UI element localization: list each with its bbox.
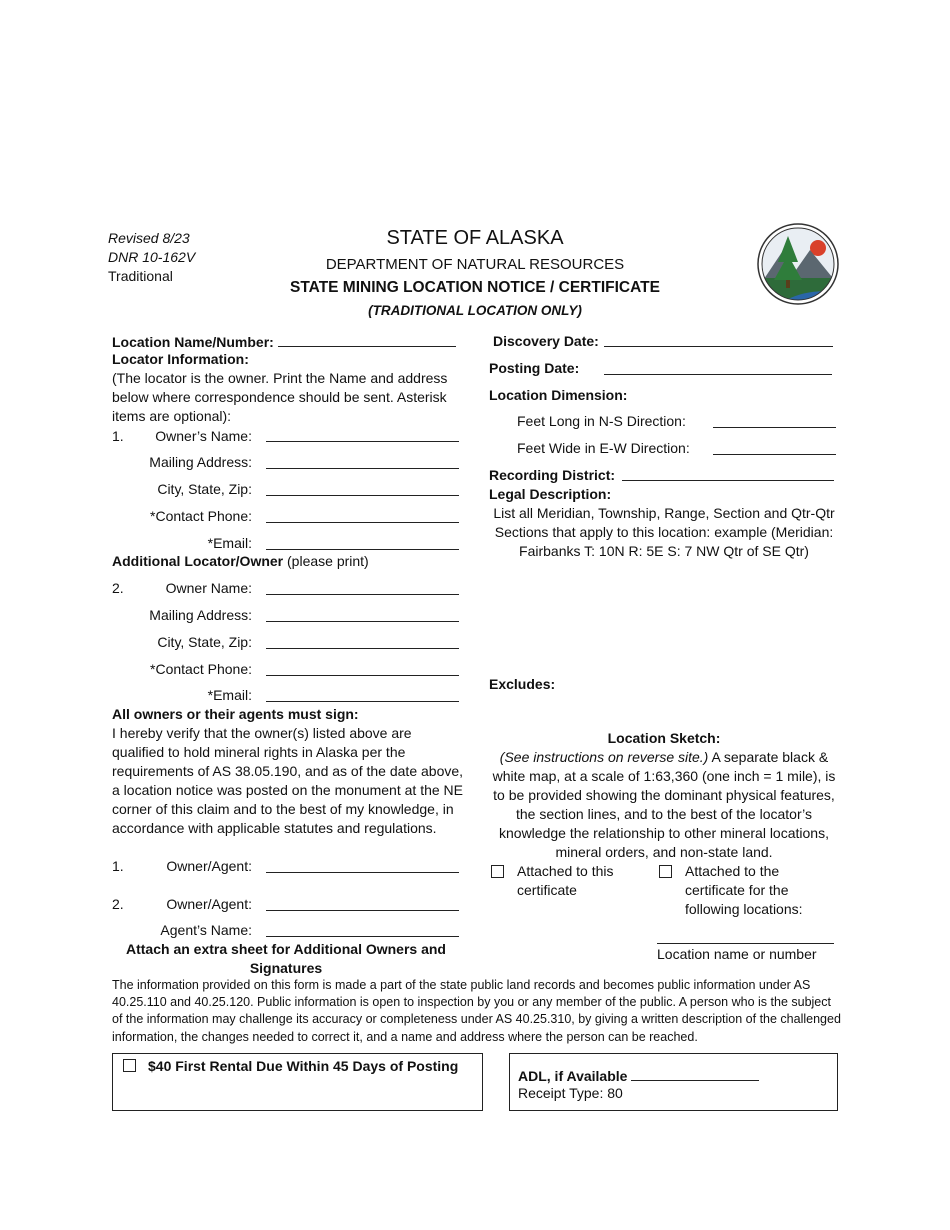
- page-subtitle: (TRADITIONAL LOCATION ONLY): [368, 303, 582, 318]
- legal-description-label: Legal Description:: [489, 486, 612, 502]
- posting-date-field[interactable]: [604, 360, 832, 375]
- agent2-number: 2.: [112, 896, 124, 912]
- feet-wide-field[interactable]: [713, 440, 836, 455]
- department-title: DEPARTMENT OF NATURAL RESOURCES: [325, 256, 625, 273]
- owner2-mailing-label: Mailing Address:: [149, 607, 252, 623]
- additional-owner-heading: [112, 553, 369, 569]
- rental-fee-label: $40 First Rental Due Within 45 Days of Posting: [148, 1058, 459, 1074]
- adl-field[interactable]: [631, 1066, 759, 1081]
- attached-certificate-label: Attached to this certificate: [517, 863, 614, 898]
- location-name-label: Location Name/Number:: [112, 334, 274, 350]
- feet-long-label: Feet Long in N-S Direction:: [517, 413, 686, 429]
- owner2-email-field[interactable]: [266, 687, 459, 702]
- owner1-name-label: Owner’s Name:: [155, 428, 252, 444]
- location-sketch-label: Location Sketch:: [607, 730, 721, 746]
- agent-name-field[interactable]: [266, 922, 459, 937]
- receipt-type: Receipt Type: 80: [518, 1085, 623, 1101]
- owner1-mailing-label: Mailing Address:: [149, 454, 252, 470]
- location-name-field[interactable]: [278, 332, 456, 347]
- state-title: STATE OF ALASKA: [386, 227, 564, 249]
- additional-owner-label: Additional Locator/Owner: [112, 553, 284, 569]
- page-title: STATE MINING LOCATION NOTICE / CERTIFICATE: [290, 279, 660, 296]
- agent1-signature-field[interactable]: [266, 858, 459, 873]
- adl-label: ADL, if Available: [518, 1068, 628, 1084]
- owner1-phone-label: *Contact Phone:: [150, 508, 252, 524]
- rental-fee-box: [112, 1053, 483, 1111]
- owner1-phone-field[interactable]: [266, 508, 459, 523]
- agent1-number: 1.: [112, 858, 124, 874]
- checkbox-icon: [491, 865, 504, 878]
- adl-box: [509, 1053, 838, 1111]
- owner2-name-label: Owner Name:: [165, 580, 252, 596]
- recording-district-label: Recording District:: [489, 467, 616, 483]
- location-name-caption: Location name or number: [657, 946, 817, 962]
- owner2-phone-label: *Contact Phone:: [150, 661, 252, 677]
- dnr-seal-logo: [756, 222, 840, 306]
- owner2-email-label: *Email:: [207, 687, 252, 703]
- verification-text: I hereby verify that the owner(s) listed above are qualified to hold mineral rights in Alaska per the requirements of AS 38.05.190, and as of the date above, a location notice was posted on the monument at the NE corner of this claim and to the best of my knowledge, in accordance with applicable statutes and regulations.: [112, 725, 464, 836]
- owner1-city-label: City, State, Zip:: [157, 481, 252, 497]
- owner2-number: 2.: [112, 580, 124, 596]
- owner1-name-field[interactable]: [266, 427, 459, 442]
- attached-other-certificate-label: Attached to the certificate for the following locations:: [685, 863, 803, 917]
- owner1-number: 1.: [112, 428, 124, 444]
- excludes-area[interactable]: [489, 694, 839, 722]
- recording-district-field[interactable]: [622, 466, 834, 481]
- attached-other-certificate-checkbox[interactable]: [659, 864, 674, 882]
- discovery-date-label: Discovery Date:: [493, 333, 599, 349]
- locator-info-heading: Locator Information:: [112, 351, 249, 367]
- checkbox-icon: [123, 1059, 136, 1072]
- location-name-number-field[interactable]: [657, 929, 834, 944]
- additional-owner-note: (please print): [283, 553, 369, 569]
- location-name-row: [112, 332, 456, 350]
- agent1-label: Owner/Agent:: [166, 858, 252, 874]
- owner2-phone-field[interactable]: [266, 661, 459, 676]
- agent-name-label: Agent’s Name:: [160, 922, 252, 938]
- owner1-city-field[interactable]: [266, 481, 459, 496]
- agent2-signature-field[interactable]: [266, 896, 459, 911]
- owner2-city-field[interactable]: [266, 634, 459, 649]
- attach-extra-sheet-note: Attach an extra sheet for Additional Owners and Signatures: [126, 941, 446, 976]
- rental-fee-checkbox[interactable]: [123, 1058, 138, 1076]
- attached-certificate-checkbox[interactable]: [491, 864, 506, 882]
- revised-date: Revised 8/23: [108, 230, 190, 246]
- discovery-date-field[interactable]: [604, 332, 833, 347]
- sketch-description: A separate black & white map, at a scale of 1:63,360 (one inch = 1 mile), is to be provided showing the dominant physical features, the section lines, and to the best of the locator’s knowledge the relationship to other mineral locations, mineral orders, and non-state land.: [492, 749, 836, 860]
- legal-description-text: List all Meridian, Township, Range, Section and Qtr-Qtr Sections that apply to this location: example (Meridian: Fairbanks T: 10N R: 5E S: 7 NW Qtr of SE Qtr): [493, 505, 835, 559]
- owner2-name-field[interactable]: [266, 580, 459, 595]
- agent2-label: Owner/Agent:: [166, 896, 252, 912]
- owner1-mailing-field[interactable]: [266, 454, 459, 469]
- legal-description-area[interactable]: [489, 565, 839, 665]
- feet-long-field[interactable]: [713, 413, 836, 428]
- owner1-email-field[interactable]: [266, 535, 459, 550]
- form-number: DNR 10-162V: [108, 249, 196, 265]
- location-dimension-label: Location Dimension:: [489, 387, 628, 403]
- owner2-city-label: City, State, Zip:: [157, 634, 252, 650]
- excludes-label: Excludes:: [489, 676, 556, 692]
- owner1-email-label: *Email:: [207, 535, 252, 551]
- posting-date-label: Posting Date:: [489, 360, 580, 376]
- location-sketch-text: [487, 748, 841, 862]
- sign-heading: All owners or their agents must sign:: [112, 706, 359, 722]
- feet-wide-label: Feet Wide in E-W Direction:: [517, 440, 690, 456]
- owner2-mailing-field[interactable]: [266, 607, 459, 622]
- public-information-notice: The information provided on this form is made a part of the state public land records and becomes public information under AS 40.25.110 and 40.25.120. Public information is open to inspection by you or any member of the public. A person who is the subject of the information may challenge its accuracy or completeness under AS 40.25.310, by giving a written description of the challenged information, the changes needed to correct it, and a name and address where the person can be reached.: [112, 978, 841, 1044]
- form-type: Traditional: [108, 268, 173, 284]
- sketch-instructions-note: (See instructions on reverse site.): [499, 749, 709, 765]
- locator-info-note: (The locator is the owner. Print the Name and address below where correspondence should be sent. Asterisk items are optional):: [112, 370, 448, 424]
- checkbox-icon: [659, 865, 672, 878]
- adl-row: [518, 1066, 759, 1084]
